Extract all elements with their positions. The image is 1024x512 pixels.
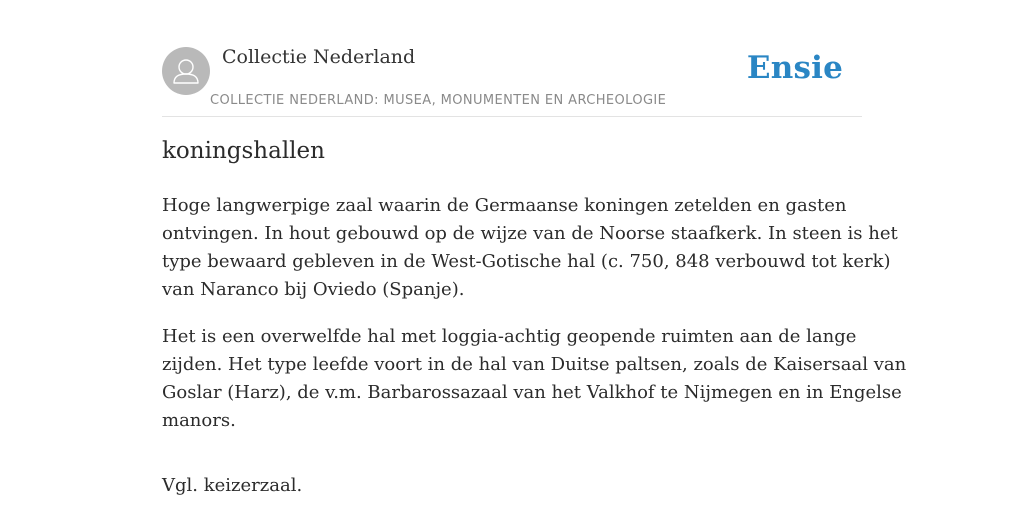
see-also-link[interactable]: Vgl. keizerzaal. <box>162 475 303 496</box>
ensie-logo[interactable]: Ensie <box>746 50 843 86</box>
user-silhouette-icon[interactable] <box>162 47 210 95</box>
paragraph-line: van Naranco bij Oviedo (Spanje). <box>162 279 465 300</box>
source-label: COLLECTIE NEDERLAND: MUSEA, MONUMENTEN EN ARCHEOLOGIE <box>210 93 667 108</box>
paragraph-line: ontvingen. In hout gebouwd op de wijze van de Noorse staafkerk. In steen is het <box>162 223 898 244</box>
article-body <box>162 192 907 512</box>
article-paragraph <box>162 192 898 304</box>
paragraph-line: type bewaard gebleven in de West-Gotische hal (c. 750, 848 verbouwd tot kerk) <box>162 251 891 272</box>
paragraph-line: Hoge langwerpige zaal waarin de Germaanse koningen zetelden en gasten <box>162 195 847 216</box>
article-paragraph <box>162 323 907 435</box>
paragraph-line: manors. <box>162 410 236 431</box>
author-name[interactable]: Collectie Nederland <box>222 46 416 68</box>
paragraph-line: Goslar (Harz), de v.m. Barbarossazaal van het Valkhof te Nijmegen en in Engelse <box>162 382 902 403</box>
paragraph-line: zijden. Het type leefde voort in de hal van Duitse paltsen, zoals de Kaisersaal van <box>162 354 907 375</box>
article-title: koningshallen <box>162 138 325 164</box>
paragraph-line: Het is een overwelfde hal met loggia-achtig geopende ruimten aan de lange <box>162 326 857 347</box>
page-header <box>162 44 862 117</box>
